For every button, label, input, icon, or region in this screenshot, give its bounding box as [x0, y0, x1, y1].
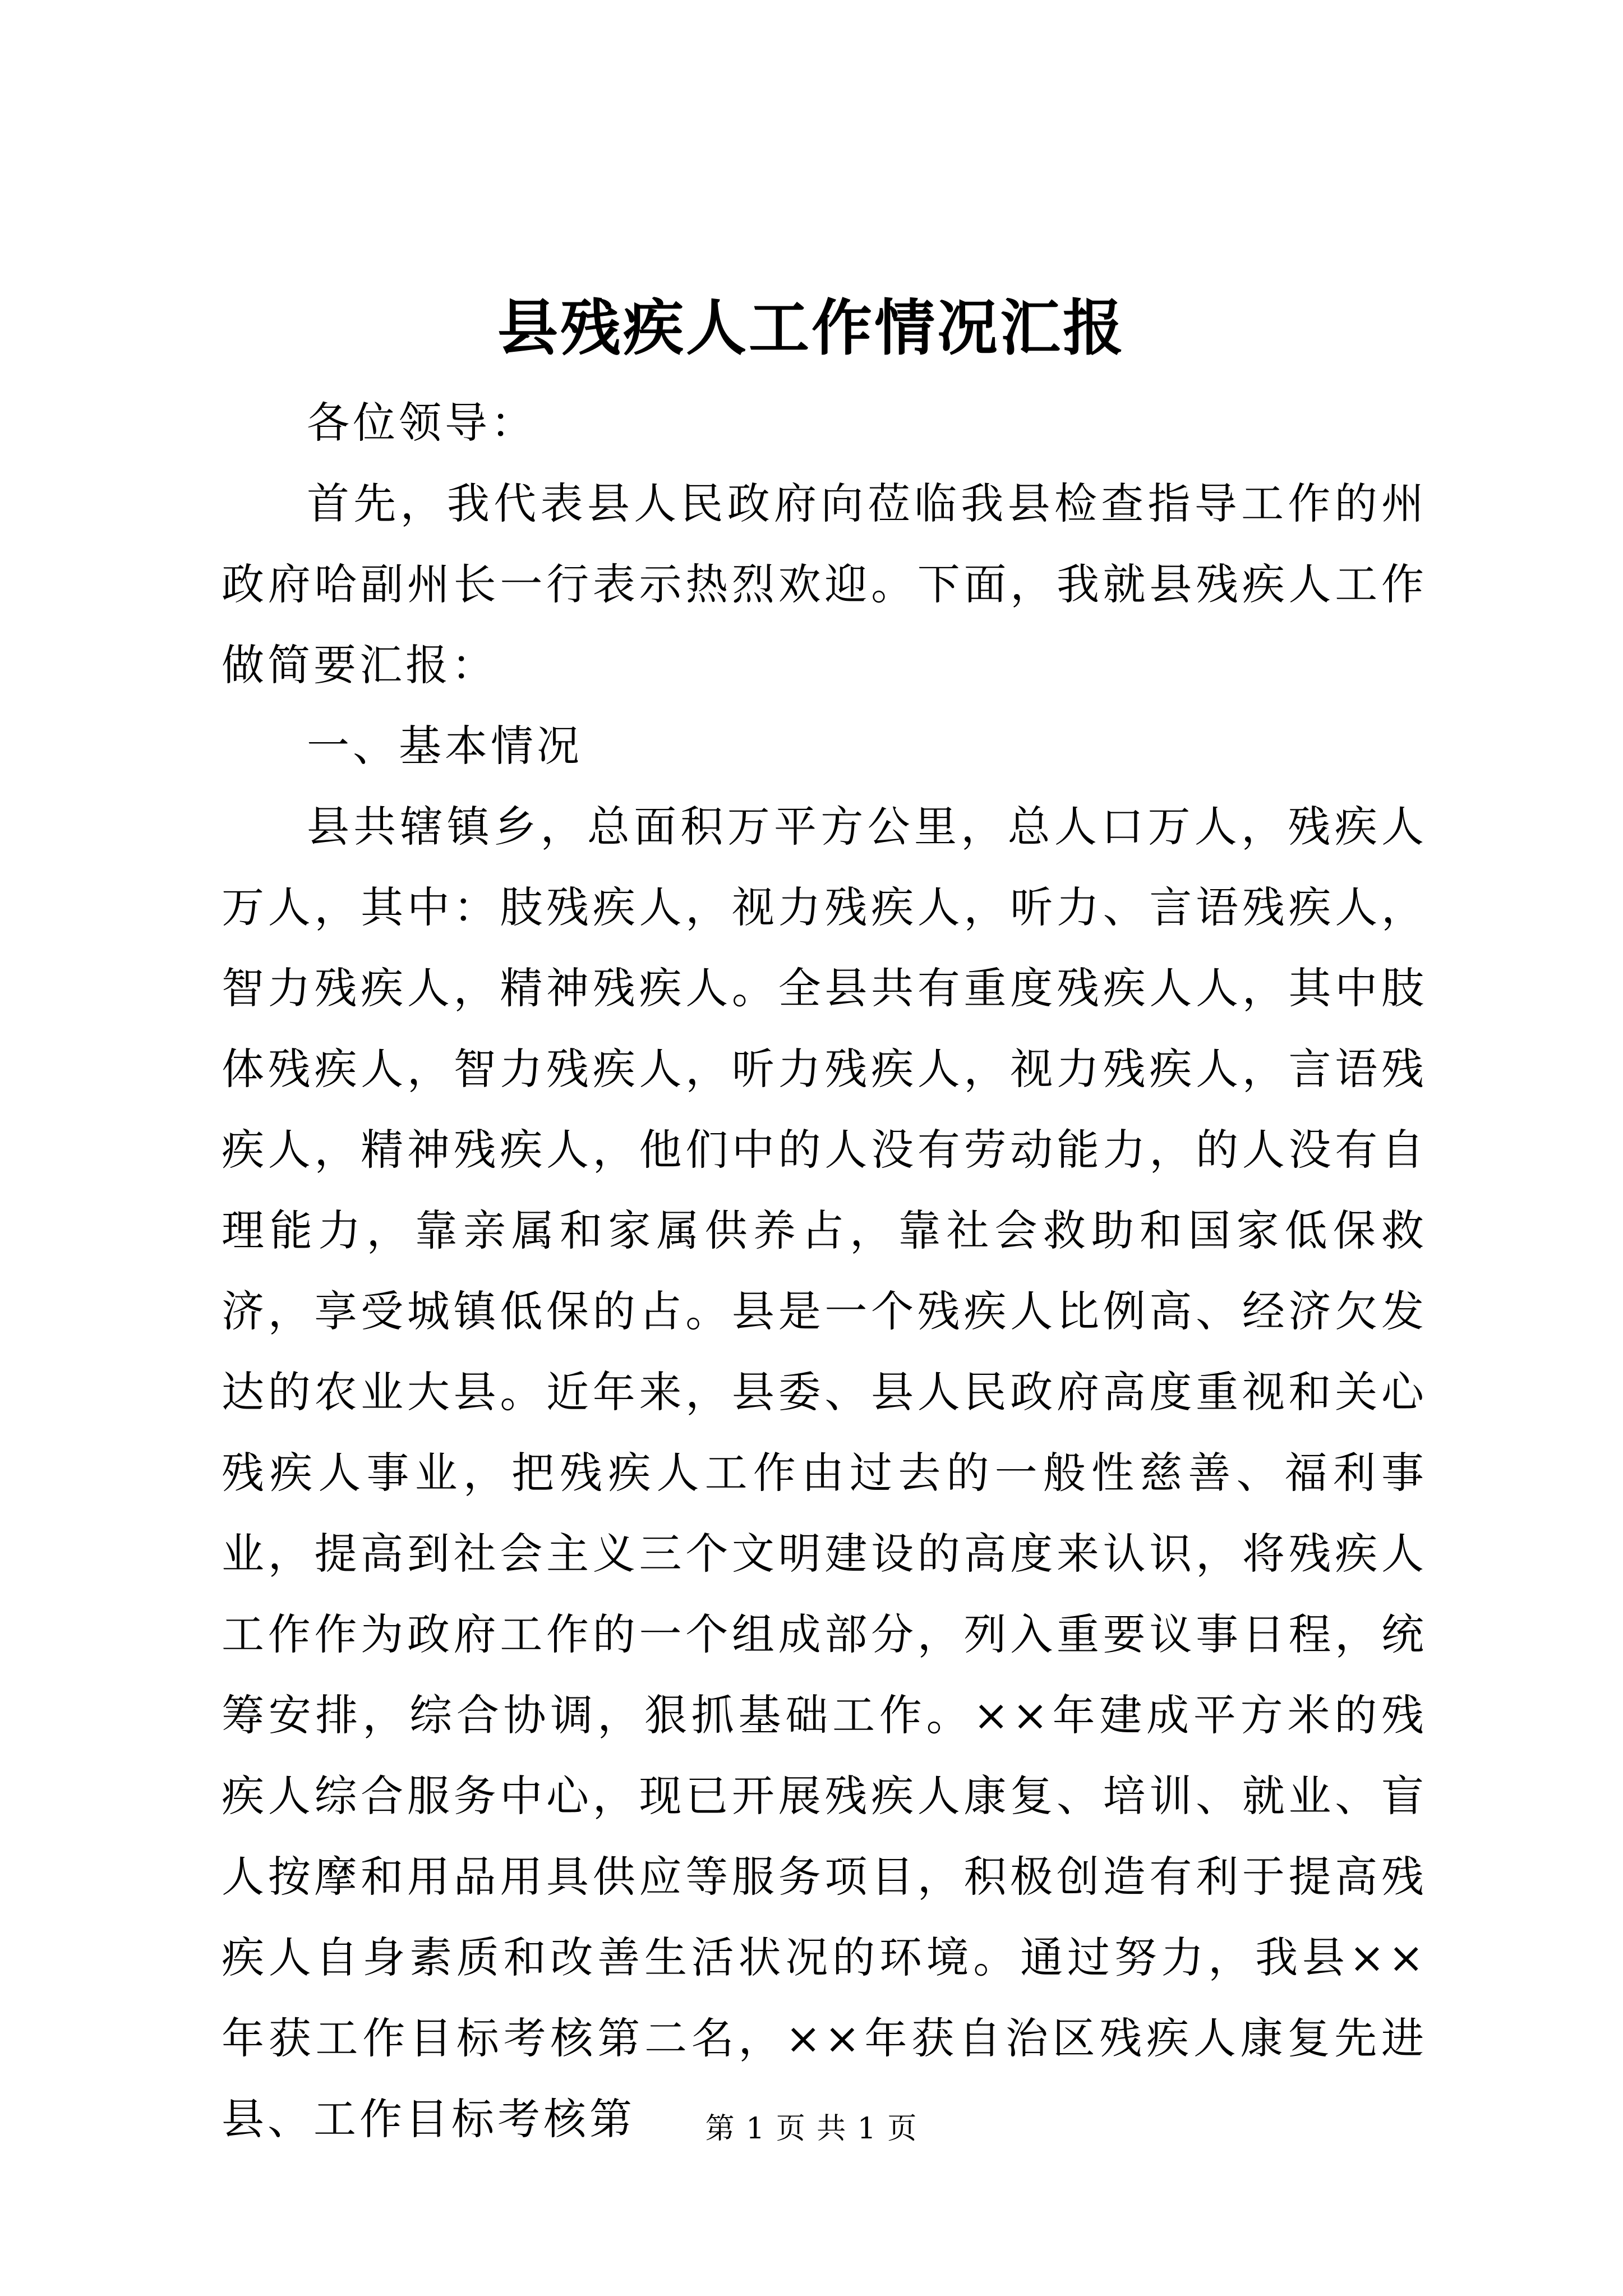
document-body — [222, 383, 1427, 2160]
paragraph-basic-situation: 县共辖镇乡，总面积万平方公里，总人口万人，残疾人万人，其中：肢残疾人，视力残疾人，听力、言语残疾人，智力残疾人，精神残疾人。全县共有重度残疾人人，其中肢体残疾人，智力残疾人，听力残疾人，视力残疾人，言语残疾人，精神残疾人，他们中的人没有劳动能力，的人没有自理能力，靠亲属和家属供养占，靠社会救助和国家低保救济，享受城镇低保的占。县是一个残疾人比例高、经济欠发达的农业大县。近年来，县委、县人民政府高度重视和关心残疾人事业，把残疾人工作由过去的一般性慈善、福利事业，提高到社会主义三个文明建设的高度来认识，将残疾人工作作为政府工作的一个组成部分，列入重要议事日程，统筹安排，综合协调，狠抓基础工作。××年建成平方米的残疾人综合服务中心，现已开展残疾人康复、培训、就业、盲人按摩和用品用具供应等服务项目，积极创造有利于提高残疾人自身素质和改善生活状况的环境。通过努力，我县××年获工作目标考核第二名，××年获自治区残疾人康复先进县、工作目标考核第 — [222, 802, 1427, 2144]
paragraph-opening: 首先，我代表县人民政府向莅临我县检查指导工作的州政府哈副州长一行表示热烈欢迎。下面，我就县残疾人工作做简要汇报： — [222, 478, 1427, 690]
page-number-footer: 第 1 页 共 1 页 — [705, 2112, 918, 2146]
document-title: 县残疾人工作情况汇报 — [497, 293, 1126, 364]
salutation: 各位领导： — [307, 398, 537, 448]
section-heading: 一、基本情况 — [307, 721, 583, 771]
